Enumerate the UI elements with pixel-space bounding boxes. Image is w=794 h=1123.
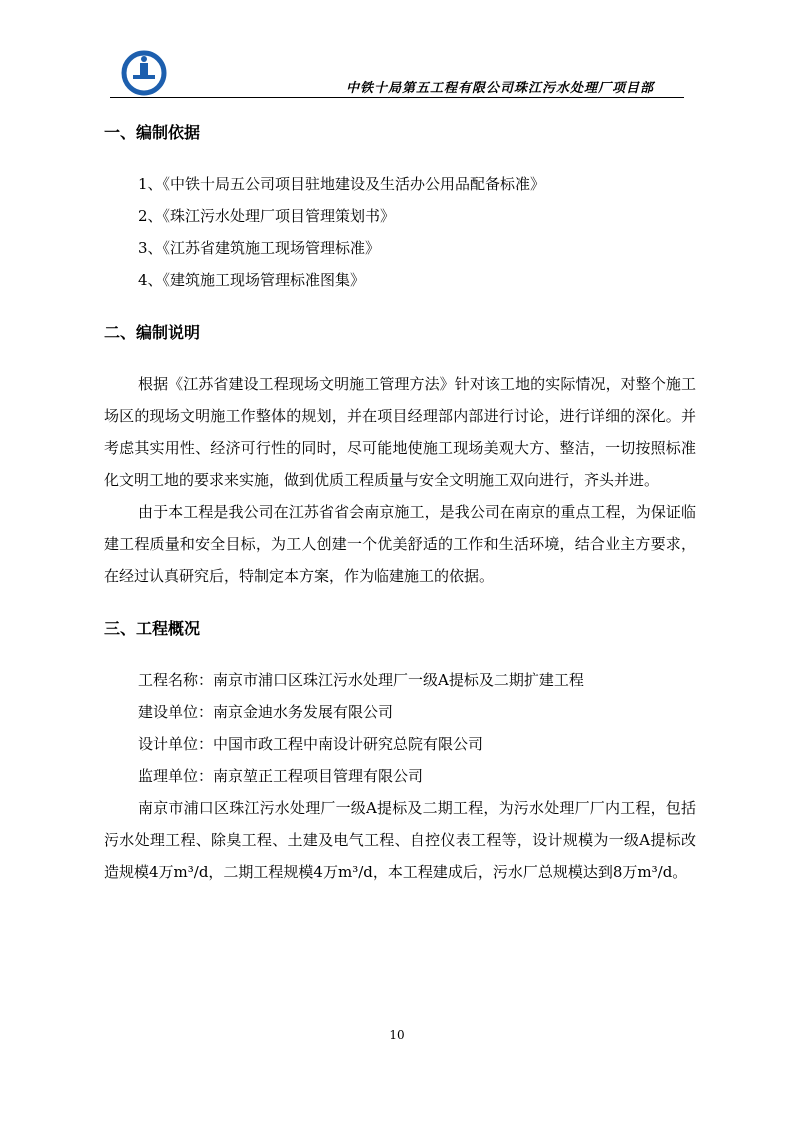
reference-item: 2、《珠江污水处理厂项目管理策划书》 — [138, 207, 396, 225]
explanation-paragraph: 根据《江苏省建设工程现场文明施工管理方法》针对该工地的实际情况，对整个施工场区的现场文明施工作整体的规划，并在项目经理部内部进行讨论，进行详细的深化。并考虑其实用性、经济可行性的同时，尽可能地使施工现场美观大方、整洁，一切按照标准化文明工地的要求来实施，做到优质工程质量与安全文明施工双向进行，齐头并进。 — [104, 375, 696, 489]
section-title-overview: 三、工程概况 — [104, 619, 201, 638]
header-company-name: 中铁十局第五工程有限公司珠江污水处理厂项目部 — [345, 81, 654, 96]
document-body — [104, 110, 696, 888]
owner-unit-line: 建设单位：南京金迪水务发展有限公司 — [138, 703, 394, 721]
header-divider — [110, 97, 684, 98]
reference-item: 3、《江苏省建筑施工现场管理标准》 — [138, 239, 381, 257]
explanation-paragraph: 由于本工程是我公司在江苏省省会南京施工，是我公司在南京的重点工程，为保证临建工程质量和安全目标，为工人创建一个优美舒适的工作和生活环境，结合业主方要求，在经过认真研究后，特制定本方案，作为临建施工的依据。 — [104, 503, 696, 585]
reference-item: 1、《中铁十局五公司项目驻地建设及生活办公用品配备标准》 — [138, 175, 546, 193]
project-name-line: 工程名称：南京市浦口区珠江污水处理厂一级A提标及二期扩建工程 — [138, 671, 584, 689]
overview-paragraph: 南京市浦口区珠江污水处理厂一级A提标及二期工程，为污水处理厂厂内工程，包括污水处理工程、除臭工程、土建及电气工程、自控仪表工程等，设计规模为一级A提标改造规模4万m³/d，二期工程规模4万m³/d，本工程建成后，污水厂总规模达到8万m³/d。 — [104, 799, 696, 881]
section-title-basis: 一、编制依据 — [104, 123, 201, 142]
section-title-explanation: 二、编制说明 — [104, 323, 201, 342]
page-number: 10 — [389, 1028, 405, 1042]
design-unit-line: 设计单位：中国市政工程中南设计研究总院有限公司 — [138, 735, 484, 753]
reference-item: 4、《建筑施工现场管理标准图集》 — [138, 271, 366, 289]
crcc-logo-icon — [121, 50, 167, 96]
supervision-unit-line: 监理单位：南京堃正工程项目管理有限公司 — [138, 767, 424, 785]
